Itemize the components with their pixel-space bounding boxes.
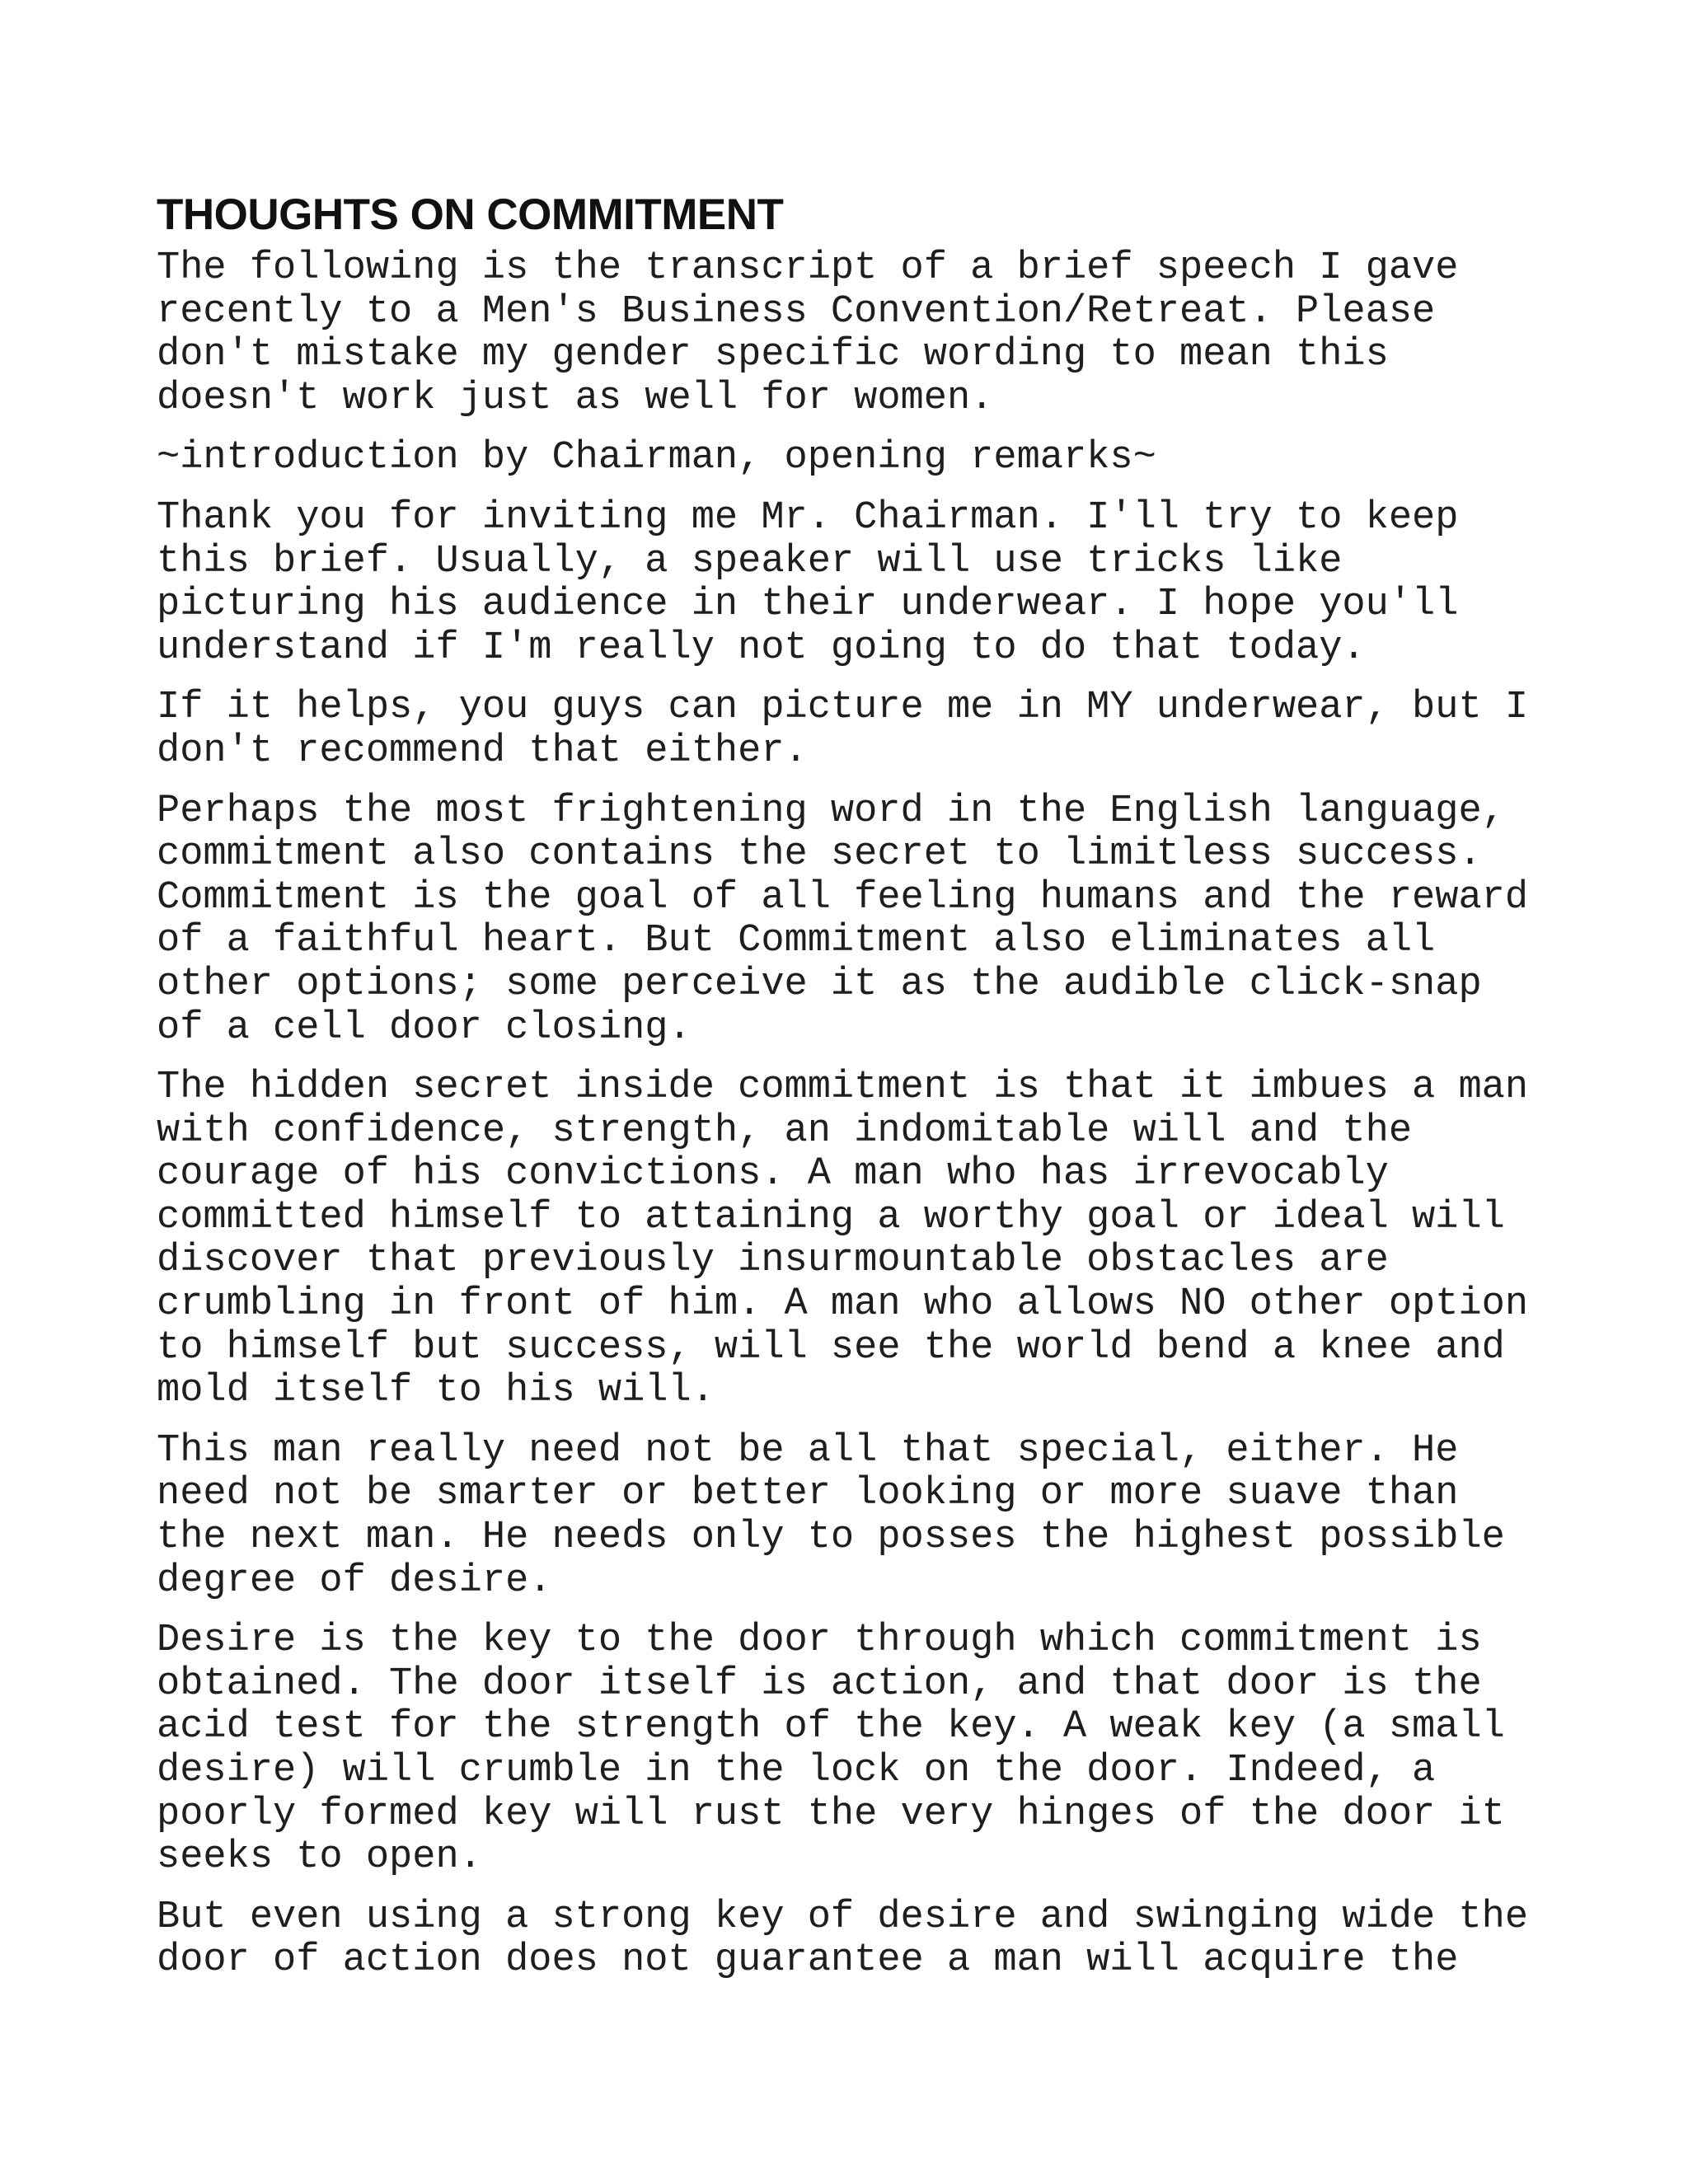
paragraph-frightening-word: Perhaps the most frightening word in the English language, commitment also contains the secret to limitless success. Commitment is the goal of all feeling humans and the reward of a faithful heart. But Commitment also eliminates all other options; some perceive it as the audible click-snap of a cell door closing. [157,789,1529,1050]
paragraph-desire-key: Desire is the key to the door through which commitment is obtained. The door itself is action, and that door is the acid test for the strength of the key. A weak key (a small desire) will crumble in the lock on the door. Indeed, a poorly formed key will rust the very hinges of the door it seeks to open. [157,1619,1505,1880]
paragraph-underwear-joke: If it helps, you guys can picture me in MY underwear, but I don't recommend that either. [157,686,1529,773]
paragraph-thank-you: Thank you for inviting me Mr. Chairman. I'll try to keep this brief. Usually, a speaker will use tricks like picturing his audience in their underwear. I hope you'll understand if I'm really not going to do that today. [157,495,1459,670]
document-page [157,186,1558,1999]
paragraph-not-special: This man really need not be all that special, either. He need not be smarter or better looking or more suave than the next man. He needs only to posses the highest possible degree of desire. [157,1428,1505,1603]
paragraph-hidden-secret: The hidden secret inside commitment is that it imbues a man with confidence, strength, an indomitable will and the courage of his convictions. A man who has irrevocably committed himself to attaining a worthy goal or ideal will discover that previously insurmountable obstacles are crumbling in front of him. A man who allows NO other option to himself but success, will see the world bend a knee and mold itself to his will. [157,1066,1529,1413]
page-title: THOUGHTS ON COMMITMENT [157,190,784,239]
paragraph-intro: The following is the transcript of a brief speech I gave recently to a Men's Business Convention/Retreat. Please don't mistake my gender specific wording to mean this doesn't work just as well for women. [157,246,1459,420]
paragraph-strong-key: But even using a strong key of desire and swinging wide the door of action does not guarantee a man will acquire the [157,1895,1529,1983]
paragraph-stage-direction: ~introduction by Chairman, opening remarks~ [157,436,1156,480]
